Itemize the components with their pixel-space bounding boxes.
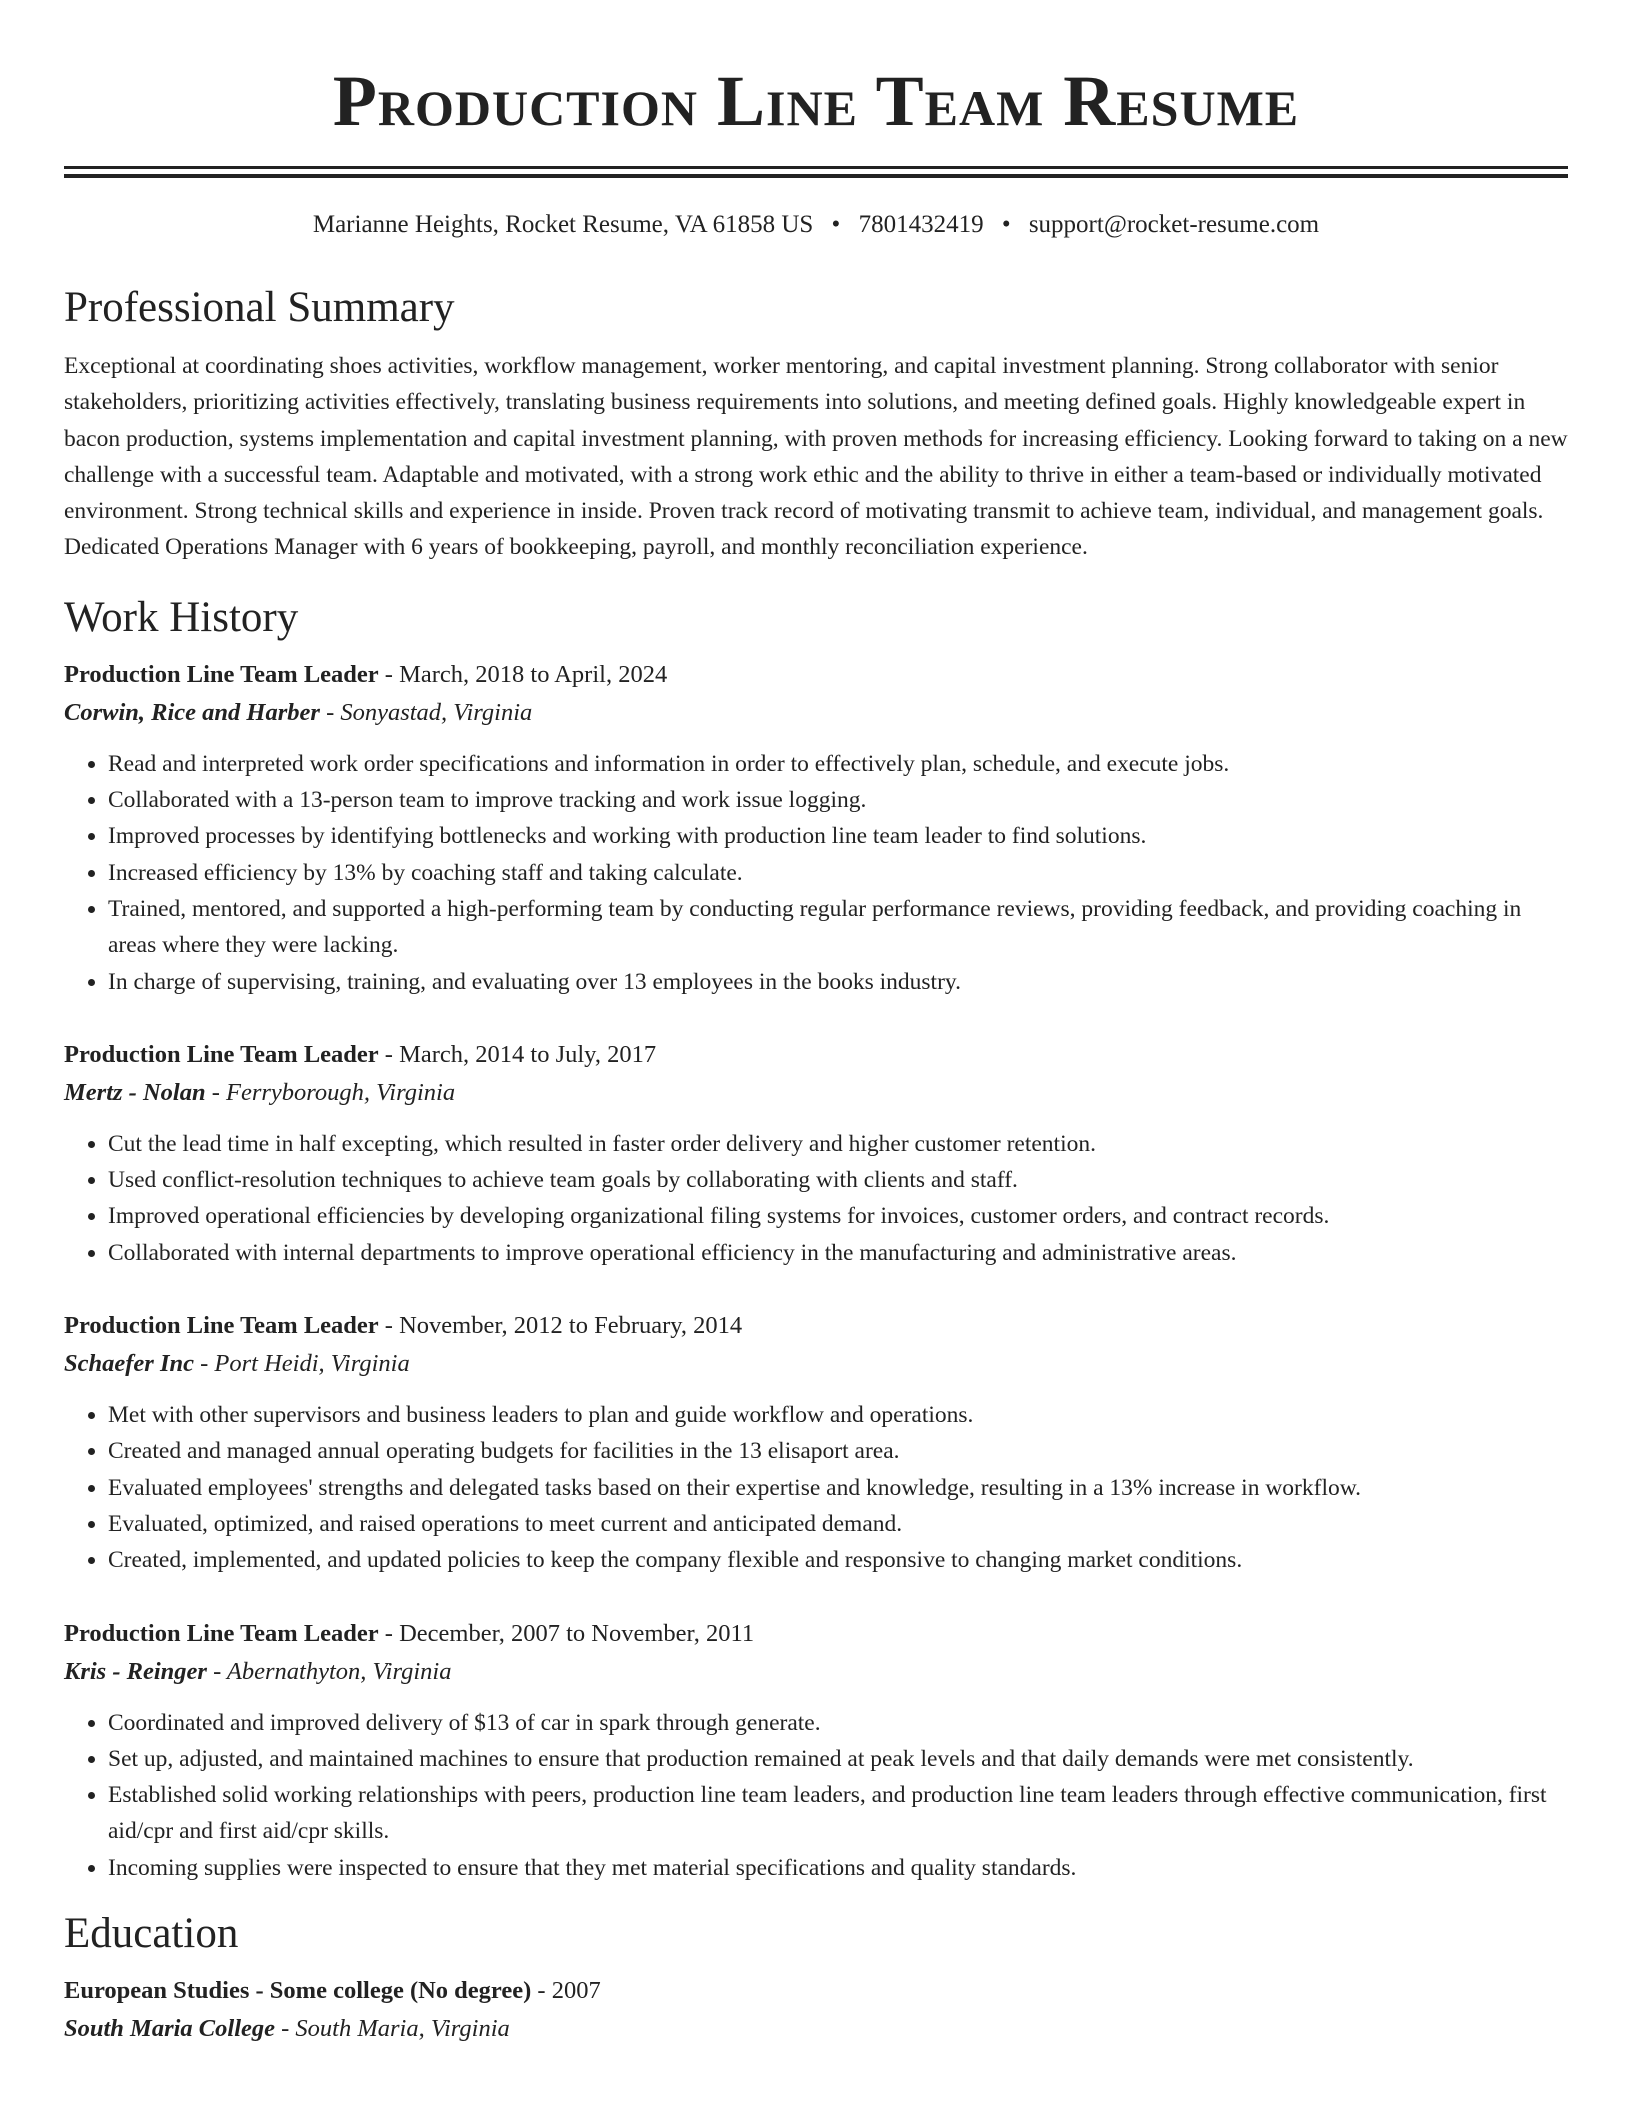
job-bullet: • Collaborated with internal departments to improve operational efficiency in the manufacturing and administrative areas. [108,1235,1568,1271]
job-entry [64,1036,1568,1271]
job-company-line [64,1074,1568,1112]
job-location: - Port Heidi, Virginia [193,1350,410,1378]
job-bullet: • Created and managed annual operating budgets for facilities in the 13 elisaport area. [108,1433,1568,1469]
job-bullet: • Established solid working relationships with peers, production line team leaders, and production line team leaders through effective communication, first aid/cpr and first aid/cpr skills. [108,1777,1568,1850]
section-heading-education: Education [64,1910,239,1958]
section-heading-summary: Professional Summary [64,284,455,331]
job-bullet: • Improved processes by identifying bottlenecks and working with production line team leader to find solutions. [108,818,1568,854]
education-year: - 2007 [531,1977,601,2005]
job-dates: - March, 2018 to April, 2024 [378,660,668,688]
job-bullet-list [64,1397,1568,1578]
contact-phone: 7801432419 [858,211,984,238]
contact-separator: • [1001,211,1011,238]
section-heading-work-history: Work History [64,593,299,641]
contact-address: Marianne Heights, Rocket Resume, VA 61858 US [312,211,814,238]
job-bullet: • Increased efficiency by 13% by coaching staff and taking calculate. [108,855,1568,891]
job-title: Production Line Team Leader [64,1619,379,1647]
job-header [64,1615,1568,1653]
job-header [64,1307,1568,1345]
education-school-line [64,2010,1568,2048]
job-dates: - November, 2012 to February, 2014 [378,1312,743,1340]
job-company: Mertz - Nolan [64,1078,206,1106]
job-bullet: • Coordinated and improved delivery of $13 of car in spark through generate. [108,1705,1568,1741]
job-bullet: • Created, implemented, and updated policies to keep the company flexible and responsive to changing market conditions. [108,1542,1568,1578]
job-bullet: • In charge of supervising, training, and evaluating over 13 employees in the books industry. [108,964,1568,1000]
job-company: Kris - Reinger [64,1657,207,1685]
job-header [64,1036,1568,1074]
job-company: Corwin, Rice and Harber [64,698,320,726]
summary-text: Exceptional at coordinating shoes activities, workflow management, worker mentoring, and capital investment planning. Strong collaborator with senior stakeholders, prioritizing activities effectively, translating business requirements into solutions, and meeting defined goals. Highly knowledgeable expert in bacon production, systems implementation and capital investment planning, with proven methods for increasing efficiency. Looking forward to taking on a new challenge with a successful team. Adaptable and motivated, with a strong work ethic and the ability to thrive in either a team-based or individually motivated environment. Strong technical skills and experience in inside. Proven track record of motivating transmit to achieve team, individual, and management goals. Dedicated Operations Manager with 6 years of bookkeeping, payroll, and monthly reconciliation experience. [64,353,1568,561]
job-header [64,656,1568,694]
title-double-rule [64,166,1568,178]
job-bullet: • Improved operational efficiencies by developing organizational filing systems for invoices, customer orders, and contract records. [108,1198,1568,1234]
job-company: Schaefer Inc [64,1350,194,1378]
education-entry [64,1972,1568,2048]
job-bullet: • Read and interpreted work order specifications and information in order to effectively plan, schedule, and execute jobs. [108,746,1568,782]
job-company-line [64,1653,1568,1691]
job-bullet-list [64,1705,1568,1886]
job-title: Production Line Team Leader [64,1312,379,1340]
job-bullet: • Used conflict-resolution techniques to achieve team goals by collaborating with clients and staff. [108,1162,1568,1198]
job-bullet: • Evaluated employees' strengths and delegated tasks based on their expertise and knowledge, resulting in a 13% increase in workflow. [108,1470,1568,1506]
job-title: Production Line Team Leader [64,660,379,688]
job-bullet: • Met with other supervisors and business leaders to plan and guide workflow and operations. [108,1397,1568,1433]
job-bullet: • Set up, adjusted, and maintained machines to ensure that production remained at peak levels and that daily demands were met consistently. [108,1741,1568,1777]
job-company-line [64,694,1568,732]
job-dates: - March, 2014 to July, 2017 [378,1040,657,1068]
job-title: Production Line Team Leader [64,1040,379,1068]
job-bullet-list [64,746,1568,1000]
job-entry [64,1307,1568,1578]
resume-page [64,0,1568,2048]
job-bullet-list [64,1126,1568,1271]
job-company-line [64,1345,1568,1383]
job-bullet: • Collaborated with a 13-person team to improve tracking and work issue logging. [108,782,1568,818]
resume-title: Production Line Team Resume [332,61,1300,141]
job-bullet: • Evaluated, optimized, and raised operations to meet current and anticipated demand. [108,1506,1568,1542]
contact-separator: • [831,211,841,238]
contact-email: support@rocket-resume.com [1028,211,1320,238]
education-location: - South Maria, Virginia [275,2015,510,2043]
education-degree: European Studies - Some college (No degree) [64,1977,532,2005]
education-header [64,1972,1568,2010]
job-bullet: • Cut the lead time in half excepting, which resulted in faster order delivery and higher customer retention. [108,1126,1568,1162]
job-dates: - December, 2007 to November, 2011 [378,1619,755,1647]
education-school: South Maria College [64,2015,276,2043]
job-location: - Ferryborough, Virginia [205,1078,456,1106]
job-entry [64,1615,1568,1886]
job-entry [64,656,1568,1000]
job-bullet: • Trained, mentored, and supported a high-performing team by conducting regular performance reviews, providing feedback, and providing coaching in areas where they were lacking. [108,891,1568,964]
contact-line [64,208,1568,242]
job-location: - Sonyastad, Virginia [319,698,533,726]
job-bullet: • Incoming supplies were inspected to ensure that they met material specifications and quality standards. [108,1850,1568,1886]
job-location: - Abernathyton, Virginia [206,1657,452,1685]
